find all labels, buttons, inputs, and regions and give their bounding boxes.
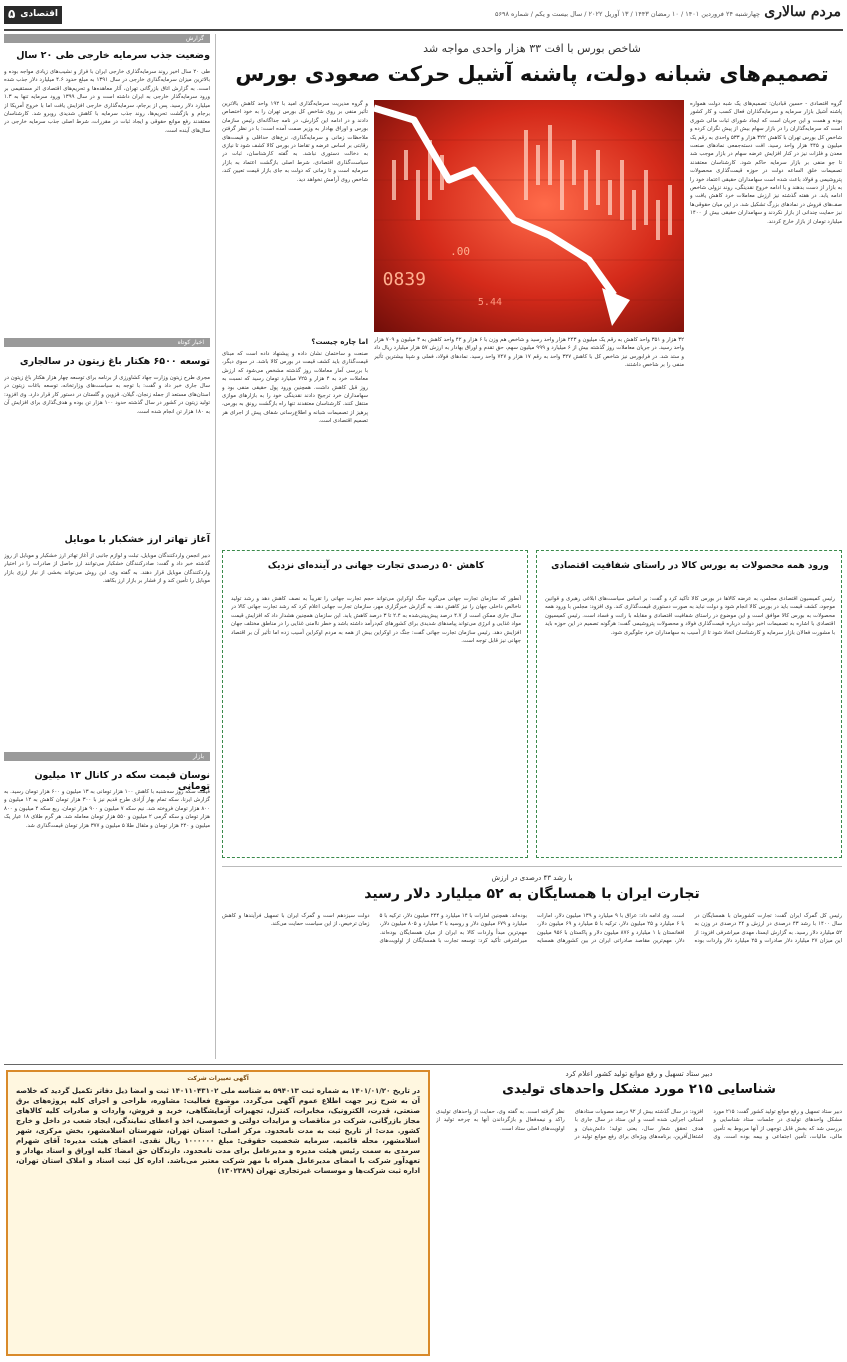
lead-col-2: و گروه مدیریت سرمایه‌گذاری امید با ۱۹۲ واحد کاهش بالاترین تأثیر منفی بر روی شاخص کل بورس تهران را به خود اختصاص دادند و در ادامه این گزارش، در نامه جداگانه‌ای رئیس سازمان بورس و اوراق بهادار به وزیر صمت آمده است: با در نظر گرفتن ملاحظات زمانی و سرمایه‌گذاری، نرخ‌های حداقلی و قیمت‌های رقابتی بر اساس عرضه و تقاضا در بورس کالا کشف شود تا نیازی به دخالت دستوری نباشد. به گفته کارشناسان، ثبات در سیاست‌گذاری اقتصادی، شرط اصلی بازگشت اعتماد به بازار سرمایه است و تا زمانی که دولت به جای بازار قیمت تعیین کند، شاخص روی آرامش نخواهد دید.	[222, 101, 368, 183]
trade-title: تجارت ایران با همسایگان به ۵۲ میلیارد دلار رسید	[364, 886, 700, 902]
sidebar-coin-title: نوسان قیمت سکه در کانال ۱۳ میلیون تومانی	[34, 770, 210, 792]
lead-col-3: صنعت و ساختمان نشان داده و پیشنهاد داده است که مبنای قیمت‌گذاری باید کشف قیمت در بورس کالا باشد. در سوی دیگر، با بررسی آمار معاملات روز گذشته مشخص می‌شود که ارزش معاملات خرد به ۴ هزار و ۷۲۵ میلیارد تومان رسید که نسبت به روز قبل کاهش داشت. همچنین ورود پول حقیقی منفی بود و سهامداران خرد ترجیح دادند نقدینگی خود را به بازارهای موازی منتقل کنند. کارشناسان معتقدند تنها راه بازگشت رونق به بورس، پرهیز از تصمیمات شبانه و اطلاع‌رسانی شفاف پیش از اجرای هر تصمیم اقتصادی است.	[222, 351, 368, 425]
sidebar-coin-tag: بازار	[4, 752, 210, 761]
lead-kicker: شاخص بورس با افت ۳۳ هزار واحدی مواجه شد	[423, 42, 641, 55]
section-label: اقتصادی	[20, 9, 58, 19]
transparency-box-title: ورود همه محصولات به بورس کالا در راستای شفافیت اقتصادی	[551, 561, 829, 571]
lead-col-4: ۳۲ هزار و ۳۵۱ واحد کاهش به رقم یک میلیون و ۲۴۳ هزار واحد رسید و شاخص هم وزن با ۶ هزار و ۴۲ واحد کاهش به ۳ میلیون و ۷۰۹ هزار واحد رسید. در جریان معاملات روز گذشته بیش از ۶ میلیارد و ۹۹۹ میلیون سهم، حق تقدم و اوراق بهادار به ارزش ۵۷ هزار میلیارد ریال داد و ستد شد. در فرابورس نیز شاخص کل با کاهش ۳۲۷ واحد به رقم ۱۷ هزار و ۷۴۷ واحد رسید. نمادهای فولاد، فملی و شپنا بیشترین تأثیر منفی را بر شاخص داشتند.	[374, 337, 684, 369]
trade-kicker: با رشد ۴۳ درصدی در ارزش	[491, 874, 573, 882]
trade-body: رئیس کل گمرک ایران گفت: تجارت کشورمان با همسایگان در سال ۱۴۰۰ با رشد ۴۳ درصدی در ارزش و ۲۴ درصدی در وزن به ۵۲ میلیارد دلار رسید. به گزارش ایسنا، مهدی میراشرفی افزود: از این میزان ۲۷ میلیارد دلار صادرات و ۲۵ میلیارد دلار واردات بوده است. وی ادامه داد: عراق با ۹ میلیارد و ۱۳۹ میلیون دلار، امارات با ۶ میلیارد و ۲۵ میلیون دلار، ترکیه با ۵ میلیارد و ۶۹ میلیون دلار، افغانستان با ۱ میلیارد و ۸۷۶ میلیون دلار و پاکستان با ۹۵۶ میلیون دلار، مهم‌ترین مقاصد صادراتی ایران در بین کشورهای همسایه بوده‌اند. همچنین امارات با ۱۴ میلیارد و ۲۴۴ میلیون دلار، ترکیه با ۵ میلیارد و ۶۷۹ میلیون دلار و روسیه با ۲ میلیارد و ۸۰۵ میلیون دلار، مهم‌ترین مبدأ واردات کالا به ایران از میان همسایگان بوده‌اند. میراشرفی تأکید کرد: توسعه تجارت با همسایگان از اولویت‌های دولت سیزدهم است و گمرک ایران با تسهیل فرآیندها و کاهش زمان ترخیص، از این سیاست حمایت می‌کند.	[222, 913, 842, 945]
production-title: شناسایی ۲۱۵ مورد مشکل واحدهای تولیدی	[502, 1082, 776, 1097]
svg-text:00.: 00.	[450, 245, 470, 258]
ad-title: آگهی تغییرات شرکت	[187, 1075, 249, 1082]
trade-divider	[222, 866, 842, 867]
sidebar-mobile-title: آغاز تهاتر ارز خشکبار با موبایل	[64, 534, 210, 545]
lead-subhead: اما چاره چیست؟	[311, 338, 368, 346]
transparency-box	[536, 550, 842, 858]
sidebar-olive-body: مجری طرح زیتون وزارت جهاد کشاورزی از برنامه برای توسعه چهار هزار هکتار باغ زیتون در سال جاری خبر داد و گفت: با توجه به سیاست‌های وزارتخانه، توسعه باغات زیتون در استان‌های مستعد از جمله زنجان، گیلان، قزوین و گلستان در دستور کار قرار دارد. وی افزود: تولید زیتون در کشور در سال گذشته حدود ۱۰۰ هزار تن بوده و هدف‌گذاری برای افزایش آن به ۱۸۰ هزار تن انجام شده است.	[4, 375, 210, 415]
sidebar-report-title: وضعیت جذب سرمایه خارجی طی ۲۰ سال	[16, 50, 210, 61]
sidebar-olive-title: توسعه ۶۵۰۰ هکتار باغ زیتون در سالجاری	[19, 356, 210, 367]
section-badge	[4, 6, 62, 24]
falling-market-chart-graphic	[374, 100, 684, 332]
newspaper-logo: مردم سالاری	[764, 4, 841, 20]
left-sidebar	[4, 34, 210, 1059]
bottom-divider	[4, 1064, 843, 1065]
production-body: دبیر ستاد تسهیل و رفع موانع تولید کشور گفت: ۲۱۵ مورد مشکل واحدهای تولیدی در جلسات ستاد شناسایی و بررسی شد که بخش قابل توجهی از آنها مربوط به تأمین مالی، مالیات، تأمین اجتماعی و بیمه بوده است. وی افزود: در سال گذشته بیش از ۹۲ درصد مصوبات ستادهای استانی اجرایی شده است و این ستاد در سال جاری با هدف تحقق شعار سال، یعنی تولید؛ دانش‌بنیان و اشتغال‌آفرین، برنامه‌های ویژه‌ای برای رفع موانع تولید در نظر گرفته است. به گفته وی، حمایت از واحدهای تولیدی راکد و نیمه‌فعال و بازگرداندن آنها به چرخه تولید از اولویت‌های اصلی ستاد است.	[436, 1109, 842, 1141]
sidebar-mobile-body: دبیر انجمن واردکنندگان موبایل، تبلت و لوازم جانبی از آغاز تهاتر ارز خشکبار و موبایل از روز گذشته خبر داد و گفت: صادرکنندگان خشکبار می‌توانند ارز حاصل از صادرات را در اختیار واردکنندگان موبایل قرار دهند. به گفته وی، این روش می‌تواند بخشی از نیاز ارزی بازار موبایل را تأمین کند و از فشار بر بازار ارز بکاهد.	[4, 553, 210, 585]
sidebar-olive-tag: اخبار کوتاه	[4, 338, 210, 347]
sidebar-report-body: طی ۲۰ سال اخیر روند سرمایه‌گذاری خارجی ایران با فراز و نشیب‌های زیادی مواجه بوده و بالاترین میزان سرمایه‌گذاری خارجی در سال ۱۳۹۱ به مبلغ حدود ۴.۶ میلیارد دلار جذب شده است. به گزارش اتاق بازرگانی تهران، آثار معاهده‌ها و تحریم‌های اقتصادی اثر مستقیمی بر ورود سرمایه‌گذار خارجی به ایران داشته است و در سال ۱۳۹۹ ورود سرمایه تنها به ۱.۳ میلیارد دلار رسید. پس از برجام، سرمایه‌گذاری خارجی افزایش یافت اما با خروج آمریکا از برجام و بازگشت تحریم‌ها، روند جذب سرمایه با کاهش شدیدی روبرو شد. کارشناسان معتقدند رفع موانع حقوقی و ایجاد ثبات در مقررات، شرط اصلی جذب سرمایه خارجی در سال‌های آینده است.	[4, 69, 210, 134]
production-kicker: دبیر ستاد تسهیل و رفع موانع تولید کشور اعلام کرد	[565, 1070, 713, 1078]
issue-line: چهارشنبه ۲۴ فروردین ۱۴۰۱ / ۱۰ رمضان ۱۴۴۳ / ۱۳ آوریل ۲۰۲۲ / سال بیست و یکم / شماره ۵۶۹۸	[494, 10, 760, 18]
masthead-divider	[4, 29, 843, 31]
page-number: ۵	[8, 7, 16, 21]
masthead	[0, 0, 847, 30]
company-notice-ad	[6, 1070, 430, 1356]
lead-col-1: گروه اقتصادی - حسین قبادیان: تصمیم‌های یک شبه دولت همواره پاشنه آشیل بازار سرمایه و سرمایه‌گذاران فعال کسب و کار کشور بوده و هست و این جریان است که ایجاد شورای ثبات مالی شوری است که سرمایه‌گذاران را در بازار سهام بیش از پیش نگران کرده و شاخص کل بورس تهران با کاهش ۳۲۲ هزار و ۵۳۳ واحدی به رقم یک میلیون و ۴۴۵ هزار واحد رسید. افت دسته‌جمعی نمادهای صنعت معدن و فلزات نیز در کنار افزایش عرضه سهام در بازار موجب شد تا جو منفی بر بازار سرمایه حاکم شود. کارشناسان معتقدند تصمیمات خلق الساعه دولت در حوزه قیمت‌گذاری محصولات پتروشیمی و فولاد باعث شده است سهامداران حقیقی اعتماد خود را به بازار از دست بدهند و با ادامه خروج نقدینگی، روند نزولی شاخص ادامه یابد. در هفته گذشته نیز ارزش معاملات خرد کاهش یافت و صف‌های فروش در نمادهای بزرگ تشکیل شد. در این میان حقوقی‌ها نیز حمایت چندانی از بازار نکردند و سهامداران حقیقی بیش از ۱۴۰۰ میلیارد تومان از بازار خارج کردند.	[690, 101, 842, 225]
world-trade-box-title: کاهش ۵۰ درصدی تجارت جهانی در آینده‌ای نزدیک	[267, 561, 485, 571]
sidebar-report-tag: گزارش	[4, 34, 210, 43]
transparency-box-body: رئیس کمیسیون اقتصادی مجلس، به عرضه کالاها در بورس کالا تأکید کرد و گفت: بر اساس سیاست‌های ابلاغی رهبری و قوانین موجود، کشف قیمت باید در بورس کالا انجام شود و دولت نباید به صورت دستوری قیمت‌گذاری کند. وی افزود: مجلس با ورود همه محصولات به بورس کالا موافق است و این موضوع در راستای شفافیت اقتصادی و مقابله با رانت و فساد است. رئیس کمیسیون اقتصادی با اشاره به تصمیمات اخیر دولت درباره قیمت‌گذاری فولاد و محصولات پتروشیمی گفت: هرگونه تصمیم در این حوزه باید با مشورت فعالان بازار سرمایه و کارشناسان اتخاذ شود تا از آسیب به سهامداران خرد جلوگیری شود.	[545, 596, 835, 636]
sidebar-coin-body: قیمت سکه روز سه‌شنبه با کاهش ۱۰۰ هزار تومانی به ۱۳ میلیون و ۶۰۰ هزار تومان رسید. به گزارش ایرنا، سکه تمام بهار آزادی طرح قدیم نیز با ۳۰۰ هزار تومان کاهش به ۱۲ میلیون و ۸۰۰ هزار تومان فروخته شد. نیم سکه ۷ میلیون و ۹۰۰ هزار تومان، ربع سکه ۴ میلیون و ۸۰۰ هزار تومان و سکه گرمی ۲ میلیون و ۵۵۰ هزار تومان معامله شد. هر گرم طلای ۱۸ عیار یک میلیون و ۲۴۰ هزار تومان و مثقال طلا ۵ میلیون و ۳۷۷ هزار تومان قیمت‌گذاری شد.	[4, 789, 210, 829]
world-trade-box	[222, 550, 528, 858]
sidebar-divider	[215, 34, 216, 1059]
world-trade-box-body: آنطور که سازمان تجارت جهانی می‌گوید جنگ اوکراین می‌تواند حجم تجارت جهانی را تقریباً به نصف کاهش دهد و رشد تولید ناخالص داخلی جهان را نیز کاهش دهد. به گزارش خبرگزاری مهر، سازمان تجارت جهانی اعلام کرد که رشد تجارت جهانی کالا در سال جاری ممکن است از ۴.۷ درصد پیش‌بینی‌شده به ۲.۴ تا ۳ درصد کاهش یابد. این سازمان همچنین هشدار داد که افزایش قیمت مواد غذایی و انرژی می‌تواند پیامدهای شدیدی برای کشورهای کم‌درآمد داشته باشد و خطر ناامنی غذایی را در مناطق مختلف جهان افزایش دهد. رئیس سازمان تجارت جهانی گفت: جنگ در اوکراین بیش از همه به مردم اوکراین آسیب زده اما تأثیر آن بر اقتصاد جهانی نیز قابل توجه است.	[231, 596, 521, 645]
lead-headline: تصمیم‌های شبانه دولت، پاشنه آشیل حرکت صعودی بورس	[235, 62, 829, 86]
svg-text:0839: 0839	[382, 269, 426, 290]
stock-chart-image	[374, 100, 684, 332]
svg-text:5.44: 5.44	[477, 297, 502, 308]
ad-body: در تاریخ ۱۴۰۱/۰۱/۲۰ به شماره ثبت ۵۹۴۰۱۳ به شناسه ملی ۱۴۰۱۱۰۴۳۱۰۲ ثبت و امضا ذیل دفاتر تکمیل گردید که خلاصه آن به شرح زیر جهت اطلاع عموم آگهی می‌گردد. موضوع فعالیت: مشاوره، طراحی و اجرای کلیه پروژه‌های برق صنعتی، قدرت، الکترونیک، مخابرات، کنترل، تجهیزات آزمایشگاهی، خرید و فروش، واردات و صادرات کلیه کالاهای مجاز بازرگانی، شرکت در مناقصات و مزایدات دولتی و خصوصی، اخذ و اعطای نمایندگی، ایجاد شعب در داخل و خارج کشور. مدت: از تاریخ ثبت به مدت نامحدود. مرکز اصلی: استان تهران، شهرستان اسلامشهر، بخش مرکزی، شهر اسلامشهر، محله قائمیه. سرمایه شخصیت حقوقی: مبلغ ۱۰۰۰۰۰۰ ریال نقدی. اعضای هیئت مدیره: آقای شهرام سرمدی به سمت رئیس هیئت مدیره و مدیرعامل برای مدت نامحدود. دارندگان حق امضا: کلیه اوراق و اسناد بهادار و تعهدآور شرکت با امضای مدیرعامل همراه با مهر شرکت معتبر می‌باشد. اداره کل ثبت اسناد و املاک استان تهران، اداره ثبت شرکت‌ها و موسسات غیرتجاری تهران (۱۳۰۲۳۸۹)	[16, 1087, 420, 1175]
